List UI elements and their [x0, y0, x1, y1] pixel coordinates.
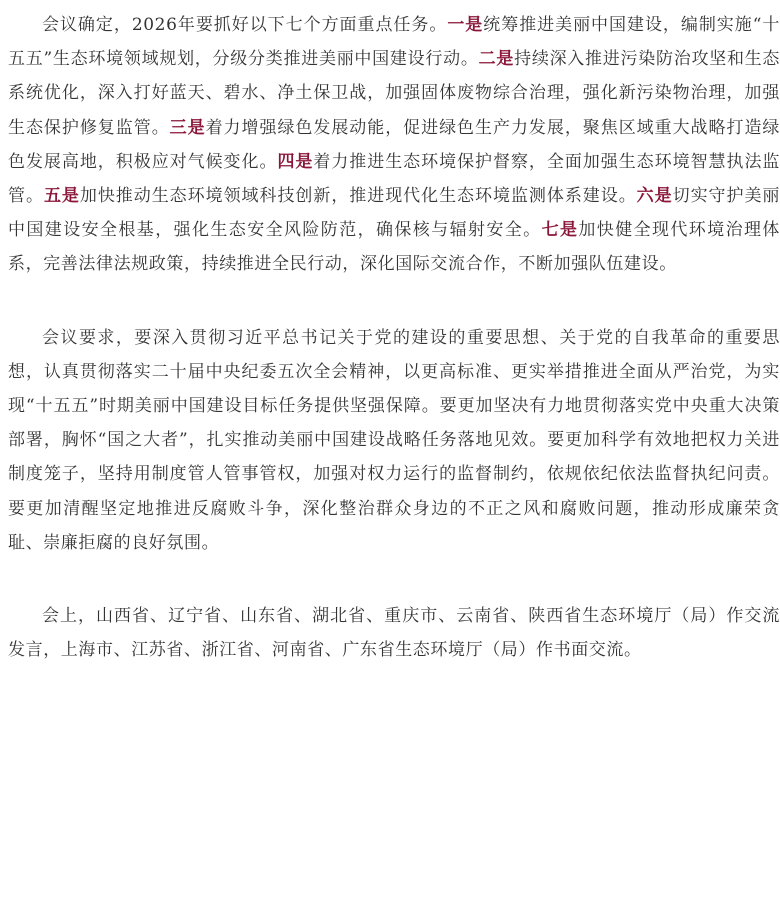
- paragraph-exchange: 会上，山西省、辽宁省、山东省、湖北省、重庆市、云南省、陕西省生态环境厅（局）作交流发言，上海市、江苏省、浙江省、河南省、广东省生态环境厅（局）作书面交流。: [8, 606, 780, 661]
- task-label-5: 五是: [43, 186, 80, 207]
- task-text-3: 着力增强绿色发展动能，促进绿色生产力发展，聚焦区域重大战略打造绿色发展高地，积极应对气候变化。: [8, 117, 780, 172]
- task-text-2: 持续深入推进污染防治攻坚和生态系统优化，深入打好蓝天、碧水、净土保卫战，加强固体废物综合治理，强化新污染物治理，加强生态保护修复监管。: [8, 49, 780, 138]
- task-text-7: 加快健全现代环境治理体系，完善法律法规政策，持续推进全民行动，深化国际交流合作，不断加强队伍建设。: [8, 220, 780, 275]
- task-label-3: 三是: [169, 117, 206, 138]
- task-label-1: 一是: [447, 15, 484, 35]
- paragraph-requirements: 会议要求，要深入贯彻习近平总书记关于党的建设的重要思想、关于党的自我革命的重要思想，认真贯彻落实二十届中央纪委五次全会精神，以更高标准、更实举措推进全面从严治党，为实现“十五五”时期美丽中国建设目标任务提供坚强保障。要更加坚决有力地贯彻落实党中央重大决策部署，胸怀“国之大者”，扎实推动美丽中国建设战略任务落地见效。要更加科学有效地把权力关进制度笼子，坚持用制度管人管事管权，加强对权力运行的监督制约，依规依纪依法监督执纪问责。要更加清醒坚定地推进反腐败斗争，深化整治群众身边的不正之风和腐败问题，推动形成廉荣贪耻、崇廉拒腐的良好氛围。: [8, 327, 780, 553]
- task-label-6: 六是: [636, 186, 673, 207]
- task-text-6: 切实守护美丽中国建设安全根基，强化生态安全风险防范，确保核与辐射安全。: [8, 186, 780, 241]
- task-text-4: 着力推进生态环境保护督察，全面加强生态环境智慧执法监管。: [8, 151, 780, 207]
- task-label-2: 二是: [478, 49, 515, 70]
- task-label-4: 四是: [277, 151, 314, 172]
- task-label-7: 七是: [541, 220, 579, 241]
- task-text-1: 统筹推进美丽中国建设，编制实施“十五五”生态环境领域规划，分级分类推进美丽中国建设行动。: [8, 15, 780, 70]
- task-text-5: 加快推动生态环境领域科技创新，推进现代化生态环境监测体系建设。: [79, 186, 637, 207]
- paragraph-tasks: [8, 8, 780, 282]
- tasks-intro: 会议确定，2026年要抓好以下七个方面重点任务。: [42, 15, 448, 35]
- article-body: [8, 8, 780, 706]
